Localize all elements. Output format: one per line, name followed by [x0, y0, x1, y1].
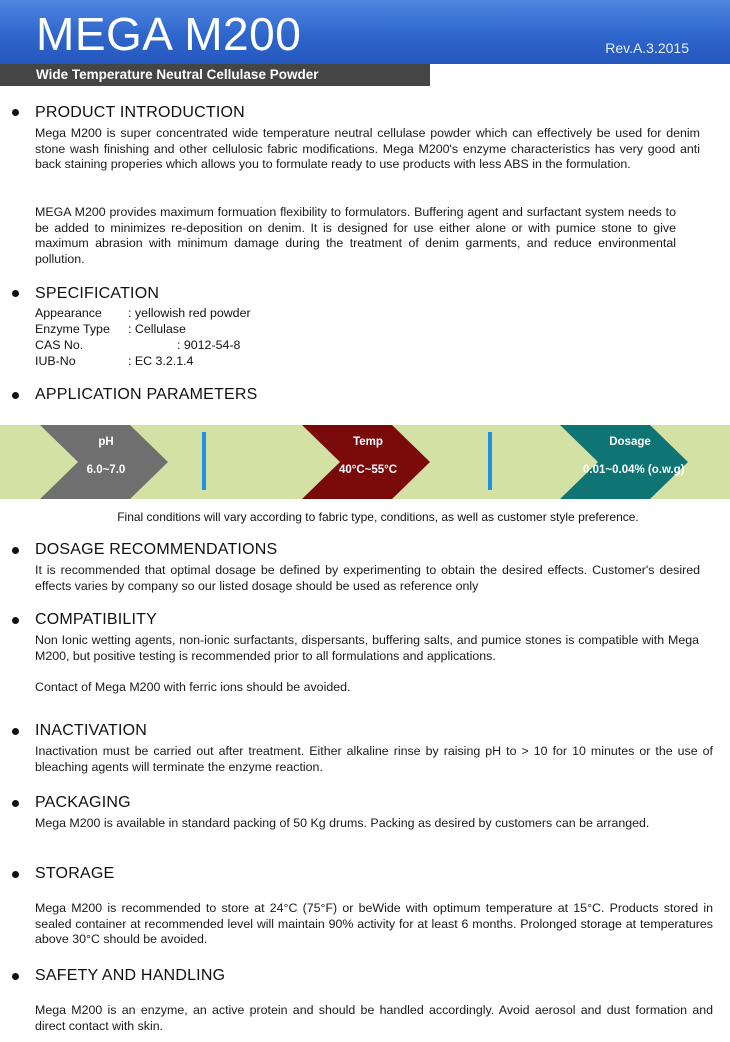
param-name-temp: Temp	[353, 436, 383, 448]
spec-row	[35, 338, 240, 354]
bullet-icon	[12, 392, 19, 399]
inactivation-paragraph: Inactivation must be carried out after treatment. Either alkaline rinse by raising pH to > 10 for 10 minutes or the use of bleaching agents will terminate the enzyme reaction.	[35, 744, 713, 774]
spec-value: : EC 3.2.1.4	[128, 354, 194, 368]
bullet-icon	[12, 547, 19, 554]
product-subtitle: Wide Temperature Neutral Cellulase Powder	[0, 64, 430, 86]
bullet-icon	[12, 290, 19, 297]
spec-value: : yellowish red powder	[128, 306, 251, 320]
section-title-intro: PRODUCT INTRODUCTION	[35, 104, 245, 121]
parameters-band	[0, 425, 730, 499]
section-title-safety: SAFETY AND HANDLING	[35, 967, 226, 984]
param-name-ph: pH	[98, 436, 114, 448]
bullet-icon	[12, 973, 19, 980]
header-banner	[0, 0, 730, 64]
product-title: MEGA M200	[36, 8, 302, 60]
section-title-spec: SPECIFICATION	[35, 285, 160, 302]
spec-row	[35, 306, 251, 322]
bullet-icon	[12, 109, 19, 116]
section-title-compat: COMPATIBILITY	[35, 611, 158, 628]
spec-label: Enzyme Type	[35, 322, 110, 336]
param-value-ph: 6.0~7.0	[86, 464, 126, 476]
section-title-params: APPLICATION PARAMETERS	[35, 386, 258, 403]
storage-paragraph: Mega M200 is recommended to store at 24°C (75°F) or beWide with optimum temperature at 15°C. Products stored in sealed container at recommended level will maintain 90% activity for at least 6 months. Prolonged storage at temperatures above 30°C should be avoided.	[35, 901, 713, 947]
section-title-packaging: PACKAGING	[35, 794, 131, 811]
param-value-temp: 40°C~55°C	[338, 464, 398, 476]
param-name-dosage: Dosage	[609, 436, 651, 448]
spec-label: IUB-No	[35, 354, 76, 368]
compat-paragraph-2: Contact of Mega M200 with ferric ions should be avoided.	[35, 680, 351, 694]
dosage-paragraph: It is recommended that optimal dosage be defined by experimenting to obtain the desired effects. Customer's desired effects varies by company so our listed dosage should be used as reference only	[35, 563, 700, 593]
bullet-icon	[12, 800, 19, 807]
bullet-icon	[12, 728, 19, 735]
spec-label: CAS No.	[35, 338, 84, 352]
spec-label: Appearance	[35, 306, 102, 320]
section-title-dosage: DOSAGE RECOMMENDATIONS	[35, 541, 278, 558]
safety-paragraph: Mega M200 is an enzyme, an active protein and should be handled accordingly. Avoid aerosol and dust formation and direct contact with skin.	[35, 1003, 713, 1033]
intro-paragraph-2: MEGA M200 provides maximum formuation flexibility to formulators. Buffering agent and surfactant system needs to be added to minimizes re-deposition on denim. It is designed for use either alone or with pumice stone to give maximum abrasion with minimum damage during the treatment of denim garments, and reduce environmental pollution.	[35, 205, 676, 267]
bullet-icon	[12, 871, 19, 878]
spec-value: : Cellulase	[128, 322, 186, 336]
section-title-inactivation: INACTIVATION	[35, 722, 148, 739]
intro-paragraph-1: Mega M200 is super concentrated wide temperature neutral cellulase powder which can effectively be used for denim stone wash finishing and other cellulosic fabric modifications. Mega M200's enzyme characteristics has very good anti back staining properies which allows you to formulate ready to use products with less ABS in the formulation.	[35, 126, 700, 172]
spec-row	[35, 354, 193, 370]
param-value-dosage: 0.01~0.04% (o.w.g)	[583, 464, 685, 476]
bullet-icon	[12, 617, 19, 624]
divider-line	[202, 432, 206, 490]
section-title-storage: STORAGE	[35, 865, 115, 882]
spec-value: : 9012-54-8	[177, 338, 241, 352]
packaging-paragraph: Mega M200 is available in standard packing of 50 Kg drums. Packing as desired by customers can be arranged.	[35, 816, 650, 830]
revision-label: Rev.A.3.2015	[605, 40, 689, 56]
parameters-note: Final conditions will vary according to fabric type, conditions, as well as customer style preference.	[117, 510, 639, 524]
spec-row	[35, 322, 186, 338]
compat-paragraph-1: Non Ionic wetting agents, non-ionic surfactants, dispersants, buffering salts, and pumice stones is compatible with Mega M200, but positive testing is recommended prior to all formulations and applications.	[35, 633, 699, 663]
divider-line	[488, 432, 492, 490]
